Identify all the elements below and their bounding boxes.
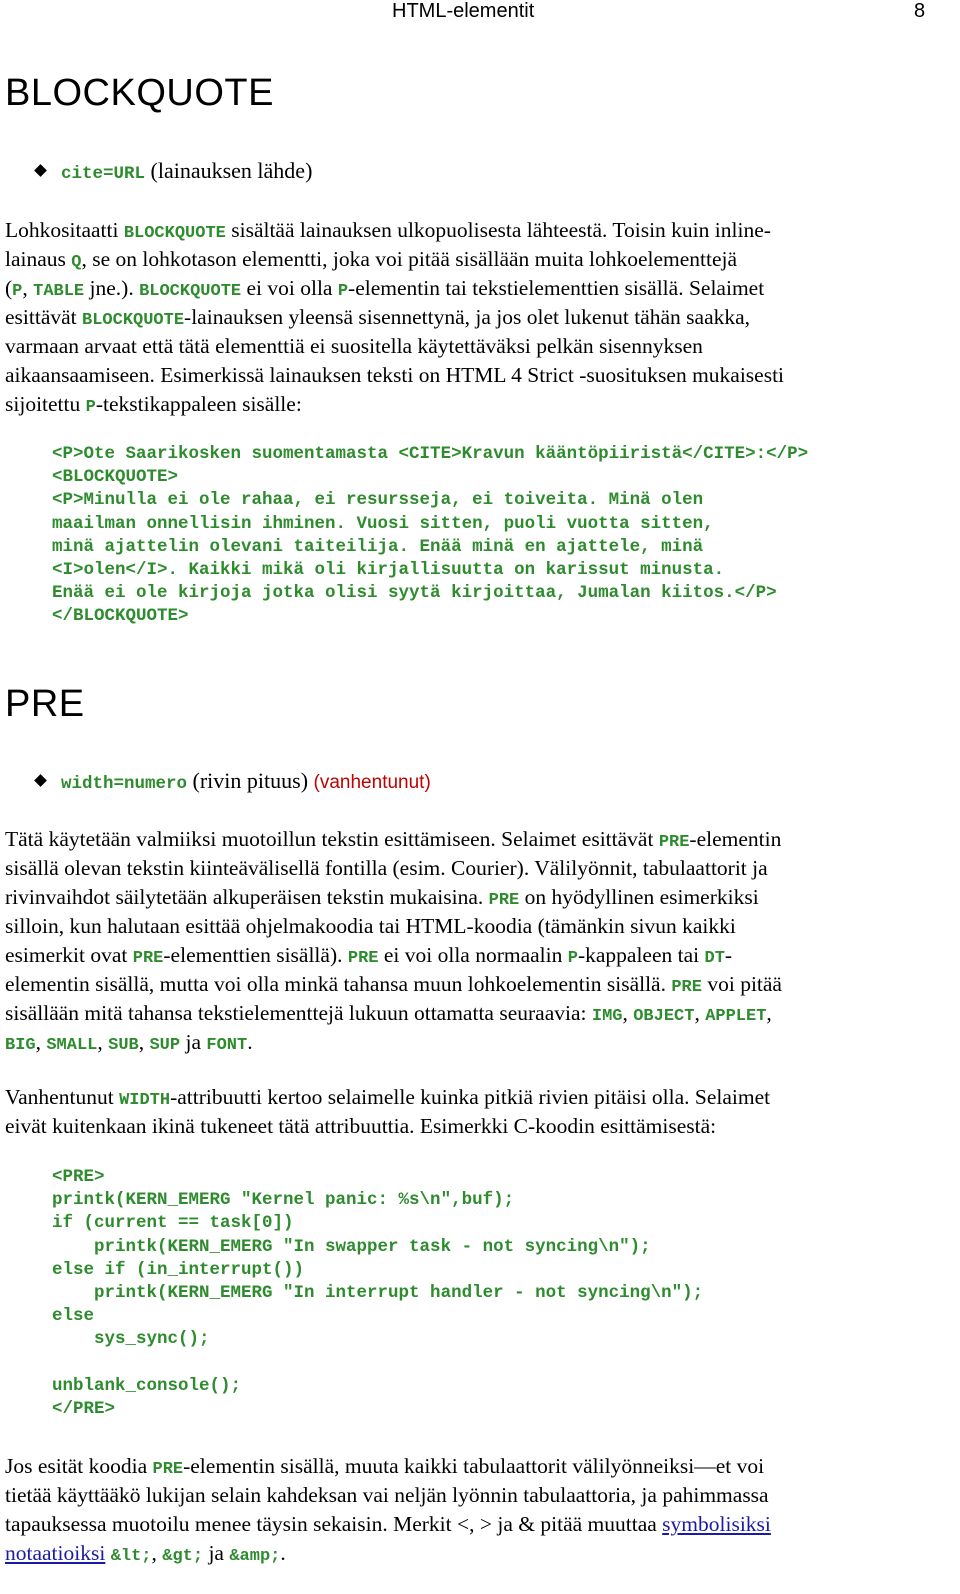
inline-code: TABLE	[33, 282, 85, 301]
inline-code: BLOCKQUOTE	[123, 224, 226, 243]
text-line: lainaus Q, se on lohkotason elementti, joka voi pitää sisällään muita lohkoelementtejä	[5, 247, 738, 272]
pre-description	[5, 825, 945, 1057]
inline-code: FONT	[206, 1036, 248, 1055]
bullet-icon	[34, 165, 47, 178]
inline-code: OBJECT	[633, 1007, 695, 1026]
text-line: sisällä olevan tekstin kiinteävälisellä fontilla (esim. Courier). Välilyönnit, tabulaattorit ja	[5, 856, 768, 880]
inline-code: SUB	[108, 1036, 139, 1055]
attribute-desc: (lainauksen lähde)	[145, 158, 313, 183]
symbolic-notation-link[interactable]: symbolisiksi	[662, 1512, 771, 1536]
inline-code: SMALL	[46, 1036, 98, 1055]
page-header	[0, 0, 960, 28]
attribute-item-width	[36, 768, 431, 794]
c-code-example: <PRE> printk(KERN_EMERG "Kernel panic: %s\n",buf); if (current == task[0]) printk(KERN_EMERG "In swapper task - not syncing\n"); else if (in_interrupt()) printk(KERN_EMERG "In interrupt handler - not syncing\n"); else sys_sync(); unblank_console(); </PRE>	[52, 1167, 704, 1420]
inline-code: APPLET	[705, 1007, 767, 1026]
pre-tab-advice	[5, 1452, 945, 1568]
inline-code: P	[337, 282, 349, 301]
inline-code: &amp;	[229, 1547, 281, 1566]
inline-code: PRE	[488, 891, 520, 910]
bullet-icon	[34, 775, 47, 788]
inline-code: WIDTH	[119, 1091, 171, 1110]
text-line: eivät kuitenkaan ikinä tukeneet tätä attribuuttia. Esimerkki C-koodin esittämisestä:	[5, 1114, 717, 1138]
text-line: aikaansaamiseen. Esimerkissä lainauksen teksti on HTML 4 Strict -suosituksen mukaisesti	[5, 363, 785, 387]
text-line: elementin sisällä, mutta voi olla minkä tahansa muun lohkoelementin sisällä. PRE voi pitää	[5, 972, 782, 997]
inline-code: BLOCKQUOTE	[139, 282, 242, 301]
page-number: 8	[914, 0, 926, 22]
text-line: sisällään mitä tahansa tekstielementtejä lukuun ottamatta seuraavia: IMG, OBJECT, APPLET,	[5, 1001, 772, 1026]
text-line: varmaan arvaat että tätä elementtiä ei suositella käytettäväksi pelkän sisennyksen	[5, 334, 703, 358]
inline-code: BIG	[5, 1036, 36, 1055]
inline-code: PRE	[347, 949, 379, 968]
text-line: Vanhentunut WIDTH-attribuutti kertoo selaimelle kuinka pitkiä rivien pitäisi olla. Selaimet	[5, 1085, 771, 1110]
inline-code: PRE	[671, 978, 702, 997]
text-line: esimerkit ovat PRE-elementtien sisällä). PRE ei voi olla normaalin P-kappaleen tai DT-	[5, 943, 733, 968]
inline-code: PRE	[658, 833, 690, 852]
text-line: sijoitettu P-tekstikappaleen sisälle:	[5, 392, 302, 417]
attribute-code: cite=URL	[61, 164, 146, 184]
pre-width-description	[5, 1083, 945, 1141]
inline-code: P	[567, 949, 578, 968]
inline-code: PRE	[132, 949, 164, 968]
inline-code: PRE	[152, 1460, 184, 1479]
text-line: esittävät BLOCKQUOTE-lainauksen yleensä sisennettynä, ja jos olet lukenut tähän saakka,	[5, 305, 751, 330]
inline-code: P	[12, 282, 23, 301]
deprecated-label: (vanhentunut)	[313, 772, 431, 793]
running-title: HTML-elementit	[392, 0, 535, 22]
text-line: tapauksessa muotoilu menee täysin sekaisin. Merkit <, > ja & pitää muuttaa symbolisiksi	[5, 1512, 771, 1536]
inline-code: DT	[704, 949, 725, 968]
section-heading-blockquote: BLOCKQUOTE	[5, 72, 274, 114]
symbolic-notation-link[interactable]: notaatioiksi	[5, 1541, 106, 1565]
attribute-code: width=numero	[61, 774, 188, 794]
inline-code: P	[85, 398, 96, 417]
blockquote-code-example: <P>Ote Saarikosken suomentamasta <CITE>Kravun kääntöpiiristä</CITE>:</P> <BLOCKQUOTE> <P>Minulla ei ole rahaa, ei resursseja, ei toiveita. Minä olen maailman onnellisin ihminen. Vuosi sitten, puoli vuotta sitten, minä ajattelin olevani taiteilija. Enää minä en ajattele, minä <I>olen</I>. Kaikki mikä oli kirjallisuutta on karissut minusta. Enää ei ole kirjoja jotka olisi syytä kirjoittaa, Jumalan kiitos.</P> </BLOCKQUOTE>	[52, 444, 809, 627]
text-line: tietää käyttääkö lukijan selain kahdeksan vai neljän lyönnin tabulaattoria, ja pahimmassa	[5, 1483, 769, 1507]
text-line: rivinvaihdot säilytetään alkuperäisen tekstin mukaisina. PRE on hyödyllinen esimerkiksi	[5, 885, 759, 910]
text-line: BIG, SMALL, SUB, SUP ja FONT.	[5, 1030, 253, 1055]
text-line: silloin, kun halutaan esittää ohjelmakoodia tai HTML-koodia (tämänkin sivun kaikki	[5, 914, 736, 938]
inline-code: IMG	[591, 1007, 623, 1026]
section-heading-pre: PRE	[5, 683, 85, 725]
text-line: Lohkositaatti BLOCKQUOTE sisältää lainauksen ulkopuolisesta lähteestä. Toisin kuin inline-	[5, 218, 771, 243]
blockquote-description	[5, 216, 945, 419]
inline-code: BLOCKQUOTE	[82, 311, 185, 330]
text-line: Tätä käytetään valmiiksi muotoillun tekstin esittämiseen. Selaimet esittävät PRE-elementin	[5, 827, 782, 852]
text-line: Jos esität koodia PRE-elementin sisällä, muuta kaikki tabulaattorit välilyönneiksi—et voi	[5, 1454, 765, 1479]
text-line: (P, TABLE jne.). BLOCKQUOTE ei voi olla P-elementin tai tekstielementtien sisällä. Selaimet	[5, 276, 765, 301]
inline-code: Q	[71, 253, 82, 272]
text-line: notaatioiksi &lt;, &gt; ja &amp;.	[5, 1541, 286, 1566]
inline-code: SUP	[149, 1036, 181, 1055]
attribute-item-cite	[36, 158, 312, 184]
inline-code: &gt;	[162, 1547, 204, 1566]
inline-code: &lt;	[110, 1547, 152, 1566]
attribute-desc: (rivin pituus)	[187, 768, 314, 793]
